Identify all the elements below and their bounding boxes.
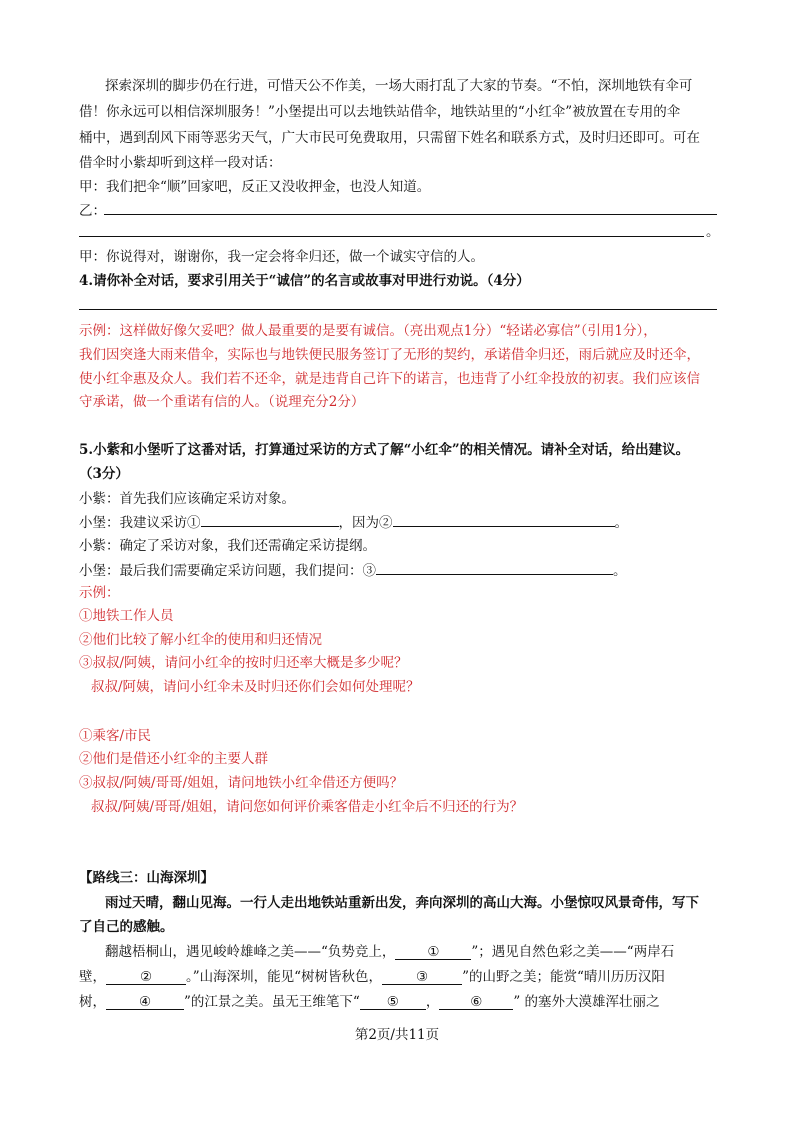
blank-poem-6[interactable]: ⑥ [439,995,513,1010]
answer-text: 叔叔/阿姨，请问小红伞未及时归还你们会如何处理呢？ [91,679,420,695]
answer-text: 叔叔/阿姨/哥哥/姐姐，请问您如何评价乘客借走小红伞后不归还的行为？ [91,799,524,815]
passage-line: 探索深圳的脚步仍在行进，可惜天公不作美，一场大雨打乱了大家的节奏。“不怕，深圳地铁有伞可 [105,78,693,94]
answer-text: 我们因突逢大雨来借伞，实际也与地铁便民服务签订了无形的契约，承诺借伞归还，雨后就应及时还伞， [79,347,700,363]
fill-line: 壁， ② 。”山海深圳，能见“树树皆秋色， ③ ”的山野之美；能赏“晴川历历汉阳 [79,969,665,985]
dialog-line: 小堡：最后我们需要确定采访问题，我们提问：③ 。 [79,560,627,581]
blank-poem-5[interactable]: ⑤ [360,995,426,1010]
blank-poem-3[interactable]: ③ [382,970,462,985]
question-5-score: （3分） [79,466,129,482]
dialog-end-mark: 。 [706,224,720,240]
answer-text: ①乘客/市民 [79,728,152,744]
dialog-line: 小紫：确定了采访对象，我们还需确定采访提纲。 [79,538,376,554]
answer-text: 示例：这样做好像欠妥吧？做人最重要的是要有诚信。（亮出观点1分）“轻诺必寡信”（引用1分）， [79,323,657,339]
fill-line: 树， ④ ”的江景之美。虽无王维笔下“ ⑤ ， ⑥ ” 的塞外大漠雄浑壮丽之 [79,994,660,1010]
dialog-line: 甲：你说得对，谢谢你，我一定会将伞归还，做一个诚实守信的人。 [79,249,484,265]
answer-text: 使小红伞惠及众人。我们若不还伞，就是违背自己许下的诺言，也违背了小红伞投放的初衷。我们应该信 [79,371,700,387]
answer-text: ③叔叔/阿姨，请问小红伞的按时归还率大概是多少呢？ [79,655,408,671]
blank-3[interactable] [376,560,613,575]
answer-text: ①地铁工作人员 [79,608,174,624]
answer-line[interactable] [79,309,717,310]
blank-2[interactable] [393,512,615,527]
passage-line: 了自己的感触。 [79,919,174,935]
blank-poem-1[interactable]: ① [395,945,471,960]
answer-text: ③叔叔/阿姨/哥哥/姐姐，请问地铁小红伞借还方便吗？ [79,775,404,791]
answer-line[interactable] [79,236,704,237]
question-4: 4.请你补全对话，要求引用关于“诚信”的名言或故事对甲进行劝说。（4分） [79,273,530,289]
section-title: 【路线三：山海深圳】 [79,870,214,886]
page-footer: 第2页/共11页 [354,1027,440,1043]
answer-text: 示例： [79,585,120,601]
dialog-line: 小堡：我建议采访① ，因为② 。 [79,512,628,533]
answer-text: ②他们比较了解小红伞的使用和归还情况 [79,632,322,648]
question-5: 5.小紫和小堡听了这番对话，打算通过采访的方式了解“小红伞”的相关情况。请补全对话，给出建议。 [79,442,690,458]
dialog-line: 小紫：首先我们应该确定采访对象。 [79,491,295,507]
blank-poem-2[interactable]: ② [106,970,186,985]
passage-line: 借！你永远可以相信深圳服务！”小堡提出可以去地铁站借伞，地铁站里的“小红伞”被放置在专用的伞 [79,104,681,120]
blank-poem-4[interactable]: ④ [106,995,184,1010]
passage-line: 桶中，遇到刮风下雨等恶劣天气，广大市民可免费取用，只需留下姓名和联系方式，及时归还即可。可在 [79,130,700,146]
fill-line: 翻越梧桐山，遇见峻岭雄峰之美——“负势竞上， ① ”；遇见自然色彩之美——“两岸石 [105,944,675,960]
blank-1[interactable] [201,512,339,527]
dialog-line: 甲：我们把伞“顺”回家吧，反正又没收押金，也没人知道。 [79,179,431,195]
answer-text: 守承诺，做一个重诺有信的人。（说理充分2分） [79,394,365,410]
answer-text: ②他们是借还小红伞的主要人群 [79,751,268,767]
answer-line[interactable] [104,214,717,215]
passage-line: 雨过天晴，翻山见海。一行人走出地铁站重新出发，奔向深圳的高山大海。小堡惊叹风景奇伟，写下 [105,895,699,911]
passage-line: 借伞时小紫却听到这样一段对话： [79,155,282,171]
dialog-label: 乙： [79,203,106,219]
